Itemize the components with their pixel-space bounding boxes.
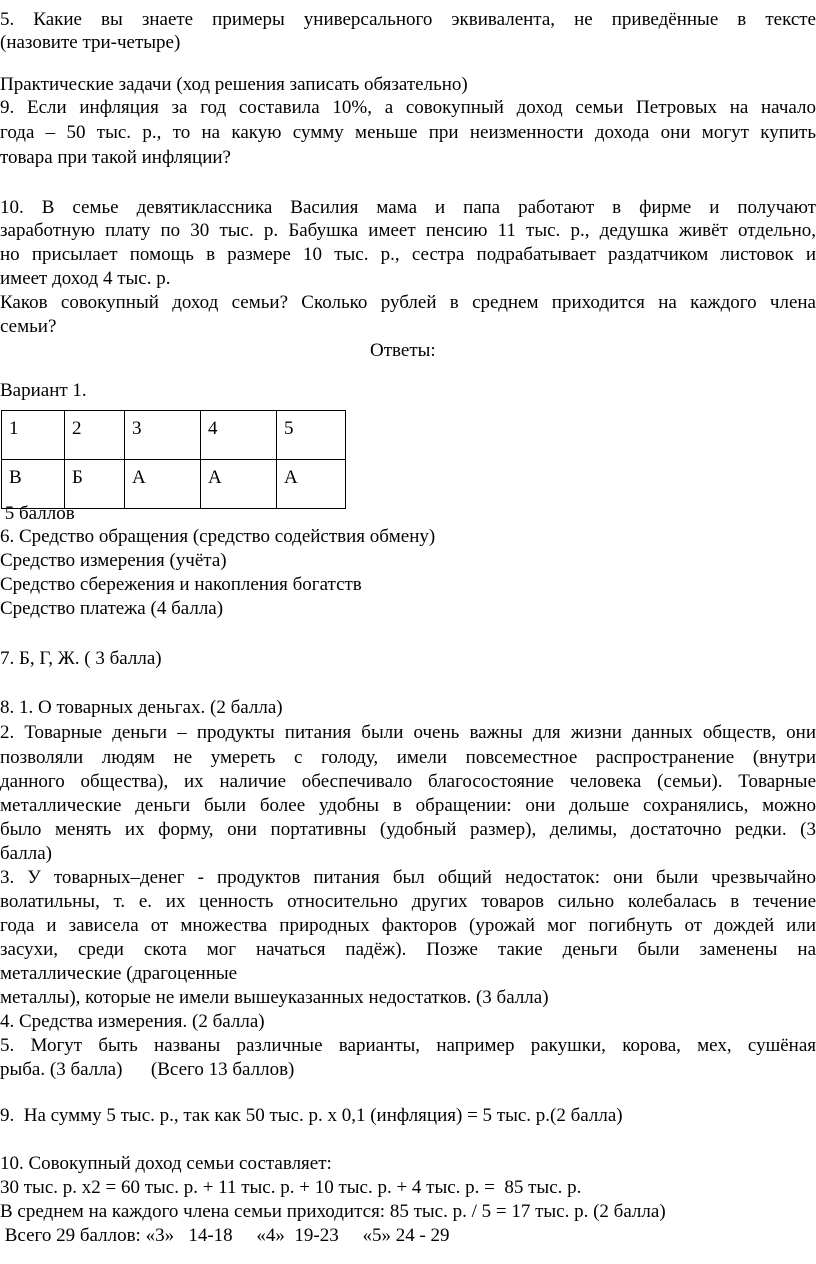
a8-line-6: было менять их форму, они портативны (удобный размер), делимы, достаточно редки. (3: [0, 819, 816, 840]
table-cell: В: [2, 460, 65, 509]
table-cell: 3: [125, 411, 201, 460]
q10-line-6: семьи?: [0, 316, 57, 337]
q9-line-3: товара при такой инфляции?: [0, 147, 231, 168]
table-cell: 2: [65, 411, 125, 460]
a10-line-2: 30 тыс. р. х2 = 60 тыс. р. + 11 тыс. р. + 10 тыс. р. + 4 тыс. р. = 85 тыс. р.: [0, 1177, 582, 1198]
a8-line-11: засухи, среди скота мог начаться падёж). Позже такие деньги были заменены на: [0, 939, 816, 960]
a8-line-3: позволяли людям не умереть с голоду, имели повсеместное распространение (внутри: [0, 747, 816, 768]
table-cell: 1: [2, 411, 65, 460]
a7: 7. Б, Г, Ж. ( 3 балла): [0, 648, 162, 669]
q10-line-4: имеет доход 4 тыс. р.: [0, 268, 171, 289]
practical-heading: Практические задачи (ход решения записать обязательно): [0, 74, 468, 95]
a8-line-1: 8. 1. О товарных деньгах. (2 балла): [0, 697, 283, 718]
table-cell: 5: [277, 411, 346, 460]
a8-line-10: года и зависела от множества природных факторов (урожай мог погибнуть от дождей или: [0, 915, 816, 936]
table-cell: Б: [65, 460, 125, 509]
a8-line-14: 4. Средства измерения. (2 балла): [0, 1011, 265, 1032]
a6-line-2: Средство измерения (учёта): [0, 550, 227, 571]
a8-line-2: 2. Товарные деньги – продукты питания были очень важны для жизни данных обществ, они: [0, 722, 816, 743]
a8-line-7: балла): [0, 843, 52, 864]
q9-line-1: 9. Если инфляция за год составила 10%, а совокупный доход семьи Петровых на начало: [0, 97, 816, 118]
q10-line-3: но присылает помощь в размере 10 тыс. р., сестра подрабатывает раздатчиком листовок и: [0, 244, 816, 265]
a8-line-8: 3. У товарных–денег - продуктов питания был общий недостаток: они были чрезвычайно: [0, 867, 816, 888]
answers-heading: Ответы:: [370, 340, 436, 361]
a6-line-1: 6. Средство обращения (средство содействия обмену): [0, 526, 436, 547]
q10-line-1: 10. В семье девятиклассника Василия мама и папа работают в фирме и получают: [0, 197, 816, 218]
table-row: [2, 411, 346, 460]
table-cell: А: [277, 460, 346, 509]
a10-line-1: 10. Совокупный доход семьи составляет:: [0, 1153, 332, 1174]
variant-label: Вариант 1.: [0, 380, 87, 401]
a8-line-15: 5. Могут быть названы различные варианты, например ракушки, корова, мех, сушёная: [0, 1035, 816, 1056]
a8-line-16: рыба. (3 балла) (Всего 13 баллов): [0, 1059, 295, 1080]
q9-line-2: года – 50 тыс. р., то на какую сумму меньше при неизменности дохода они могут купить: [0, 122, 816, 143]
q5-line-2: (назовите три-четыре): [0, 32, 181, 53]
a6-line-4: Средство платежа (4 балла): [0, 598, 224, 619]
a9: 9. На сумму 5 тыс. р., так как 50 тыс. р. х 0,1 (инфляция) = 5 тыс. р.(2 балла): [0, 1105, 623, 1126]
a6-line-3: Средство сбережения и накопления богатств: [0, 574, 362, 595]
a10-line-3: В среднем на каждого члена семьи приходится: 85 тыс. р. / 5 = 17 тыс. р. (2 балла): [0, 1201, 666, 1222]
a8-line-13: металлы), которые не имели вышеуказанных недостатков. (3 балла): [0, 987, 549, 1008]
answer-table: [1, 410, 346, 509]
q5-line-1: 5. Какие вы знаете примеры универсального эквивалента, не приведённые в тексте: [0, 9, 816, 30]
q10-line-2: заработную плату по 30 тыс. р. Бабушка имеет пенсию 11 тыс. р., дедушка живёт отдельно,: [0, 220, 816, 241]
table-cell: А: [125, 460, 201, 509]
score-5: 5 баллов: [0, 503, 75, 524]
a8-line-9: волатильны, т. е. их ценность относительно других товаров сильно колебалась в течение: [0, 891, 816, 912]
total-score: Всего 29 баллов: «3» 14-18 «4» 19-23 «5» 24 - 29: [0, 1225, 450, 1246]
a8-line-5: металлические деньги были более удобны в обращении: они дольше сохранялись, можно: [0, 795, 816, 816]
a8-line-4: данного общества), их наличие обеспечивало благосостояние человека (семьи). Товарные: [0, 771, 816, 792]
a8-line-12: металлические (драгоценные: [0, 963, 238, 984]
table-cell: А: [201, 460, 277, 509]
q10-line-5: Каков совокупный доход семьи? Сколько рублей в среднем приходится на каждого члена: [0, 292, 816, 313]
table-cell: 4: [201, 411, 277, 460]
